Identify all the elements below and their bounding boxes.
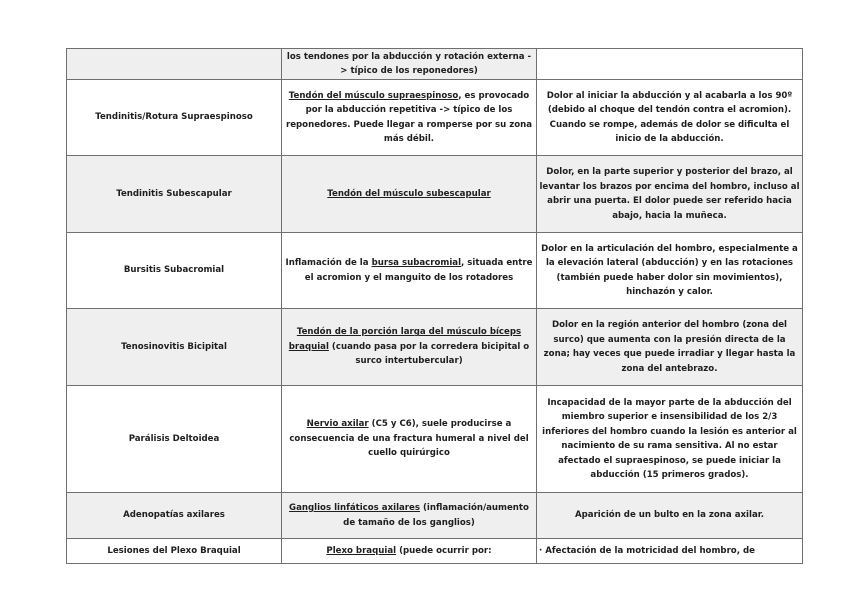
table-row [67,493,803,539]
table-row [67,309,803,386]
structure-cell: Tendón del músculo supraespinoso, es provocado por la abducción repetitiva -> típico de los reponedores. Puede llegar a romperse por su zona más débil. [282,80,537,156]
condition-cell: Bursitis Subacromial [67,233,282,309]
structure-cell: Plexo braquial (puede ocurrir por: [282,539,537,564]
structure-cell: Tendón del músculo subescapular [282,156,537,233]
symptoms-cell: Dolor en la región anterior del hombro (zona del surco) que aumenta con la presión directa de la zona; hay veces que puede irradiar y llegar hasta la zona del antebrazo. [537,309,803,386]
condition-cell: Lesiones del Plexo Braquial [67,539,282,564]
condition-cell: Adenopatías axilares [67,493,282,539]
table-row [67,156,803,233]
symptoms-cell: Dolor en la articulación del hombro, especialmente a la elevación lateral (abducción) y en las rotaciones (también puede haber dolor sin movimientos), hinchazón y calor. [537,233,803,309]
symptoms-cell: Dolor al iniciar la abducción y al acabarla a los 90º (debido al choque del tendón contra el acromion). Cuando se rompe, además de dolor se dificulta el inicio de la abducción. [537,80,803,156]
symptoms-cell: Aparición de un bulto en la zona axilar. [537,493,803,539]
pathology-table [66,48,803,564]
condition-cell: Parálisis Deltoidea [67,386,282,493]
symptoms-cell: Dolor, en la parte superior y posterior del brazo, al levantar los brazos por encima del hombro, incluso al abrir una puerta. El dolor puede ser referido hacia abajo, hacia la muñeca. [537,156,803,233]
structure-cell: Ganglios linfáticos axilares (inflamación/aumento de tamaño de los ganglios) [282,493,537,539]
condition-cell [67,49,282,80]
structure-cell: Nervio axilar (C5 y C6), suele producirse a consecuencia de una fractura humeral a nivel del cuello quirúrgico [282,386,537,493]
condition-cell: Tenosinovitis Bicipital [67,309,282,386]
structure-cell: Tendón de la porción larga del músculo bíceps braquial (cuando pasa por la corredera bicipital o surco intertubercular) [282,309,537,386]
table-row [67,233,803,309]
table-row [67,539,803,564]
table-row [67,386,803,493]
symptoms-cell [537,49,803,80]
condition-cell: Tendinitis Subescapular [67,156,282,233]
table-row [67,80,803,156]
table-row [67,49,803,80]
symptoms-cell: · Afectación de la motricidad del hombro, de [537,539,803,564]
structure-cell: los tendones por la abducción y rotación externa -> típico de los reponedores) [282,49,537,80]
structure-cell: Inflamación de la bursa subacromial, situada entre el acromion y el manguito de los rotadores [282,233,537,309]
symptoms-cell: Incapacidad de la mayor parte de la abducción del miembro superior e insensibilidad de los 2/3 inferiores del hombro cuando la lesión es anterior al nacimiento de su rama sensitiva. Al no estar afectado el supraespinoso, se puede iniciar la abducción (15 primeros grados). [537,386,803,493]
condition-cell: Tendinitis/Rotura Supraespinoso [67,80,282,156]
